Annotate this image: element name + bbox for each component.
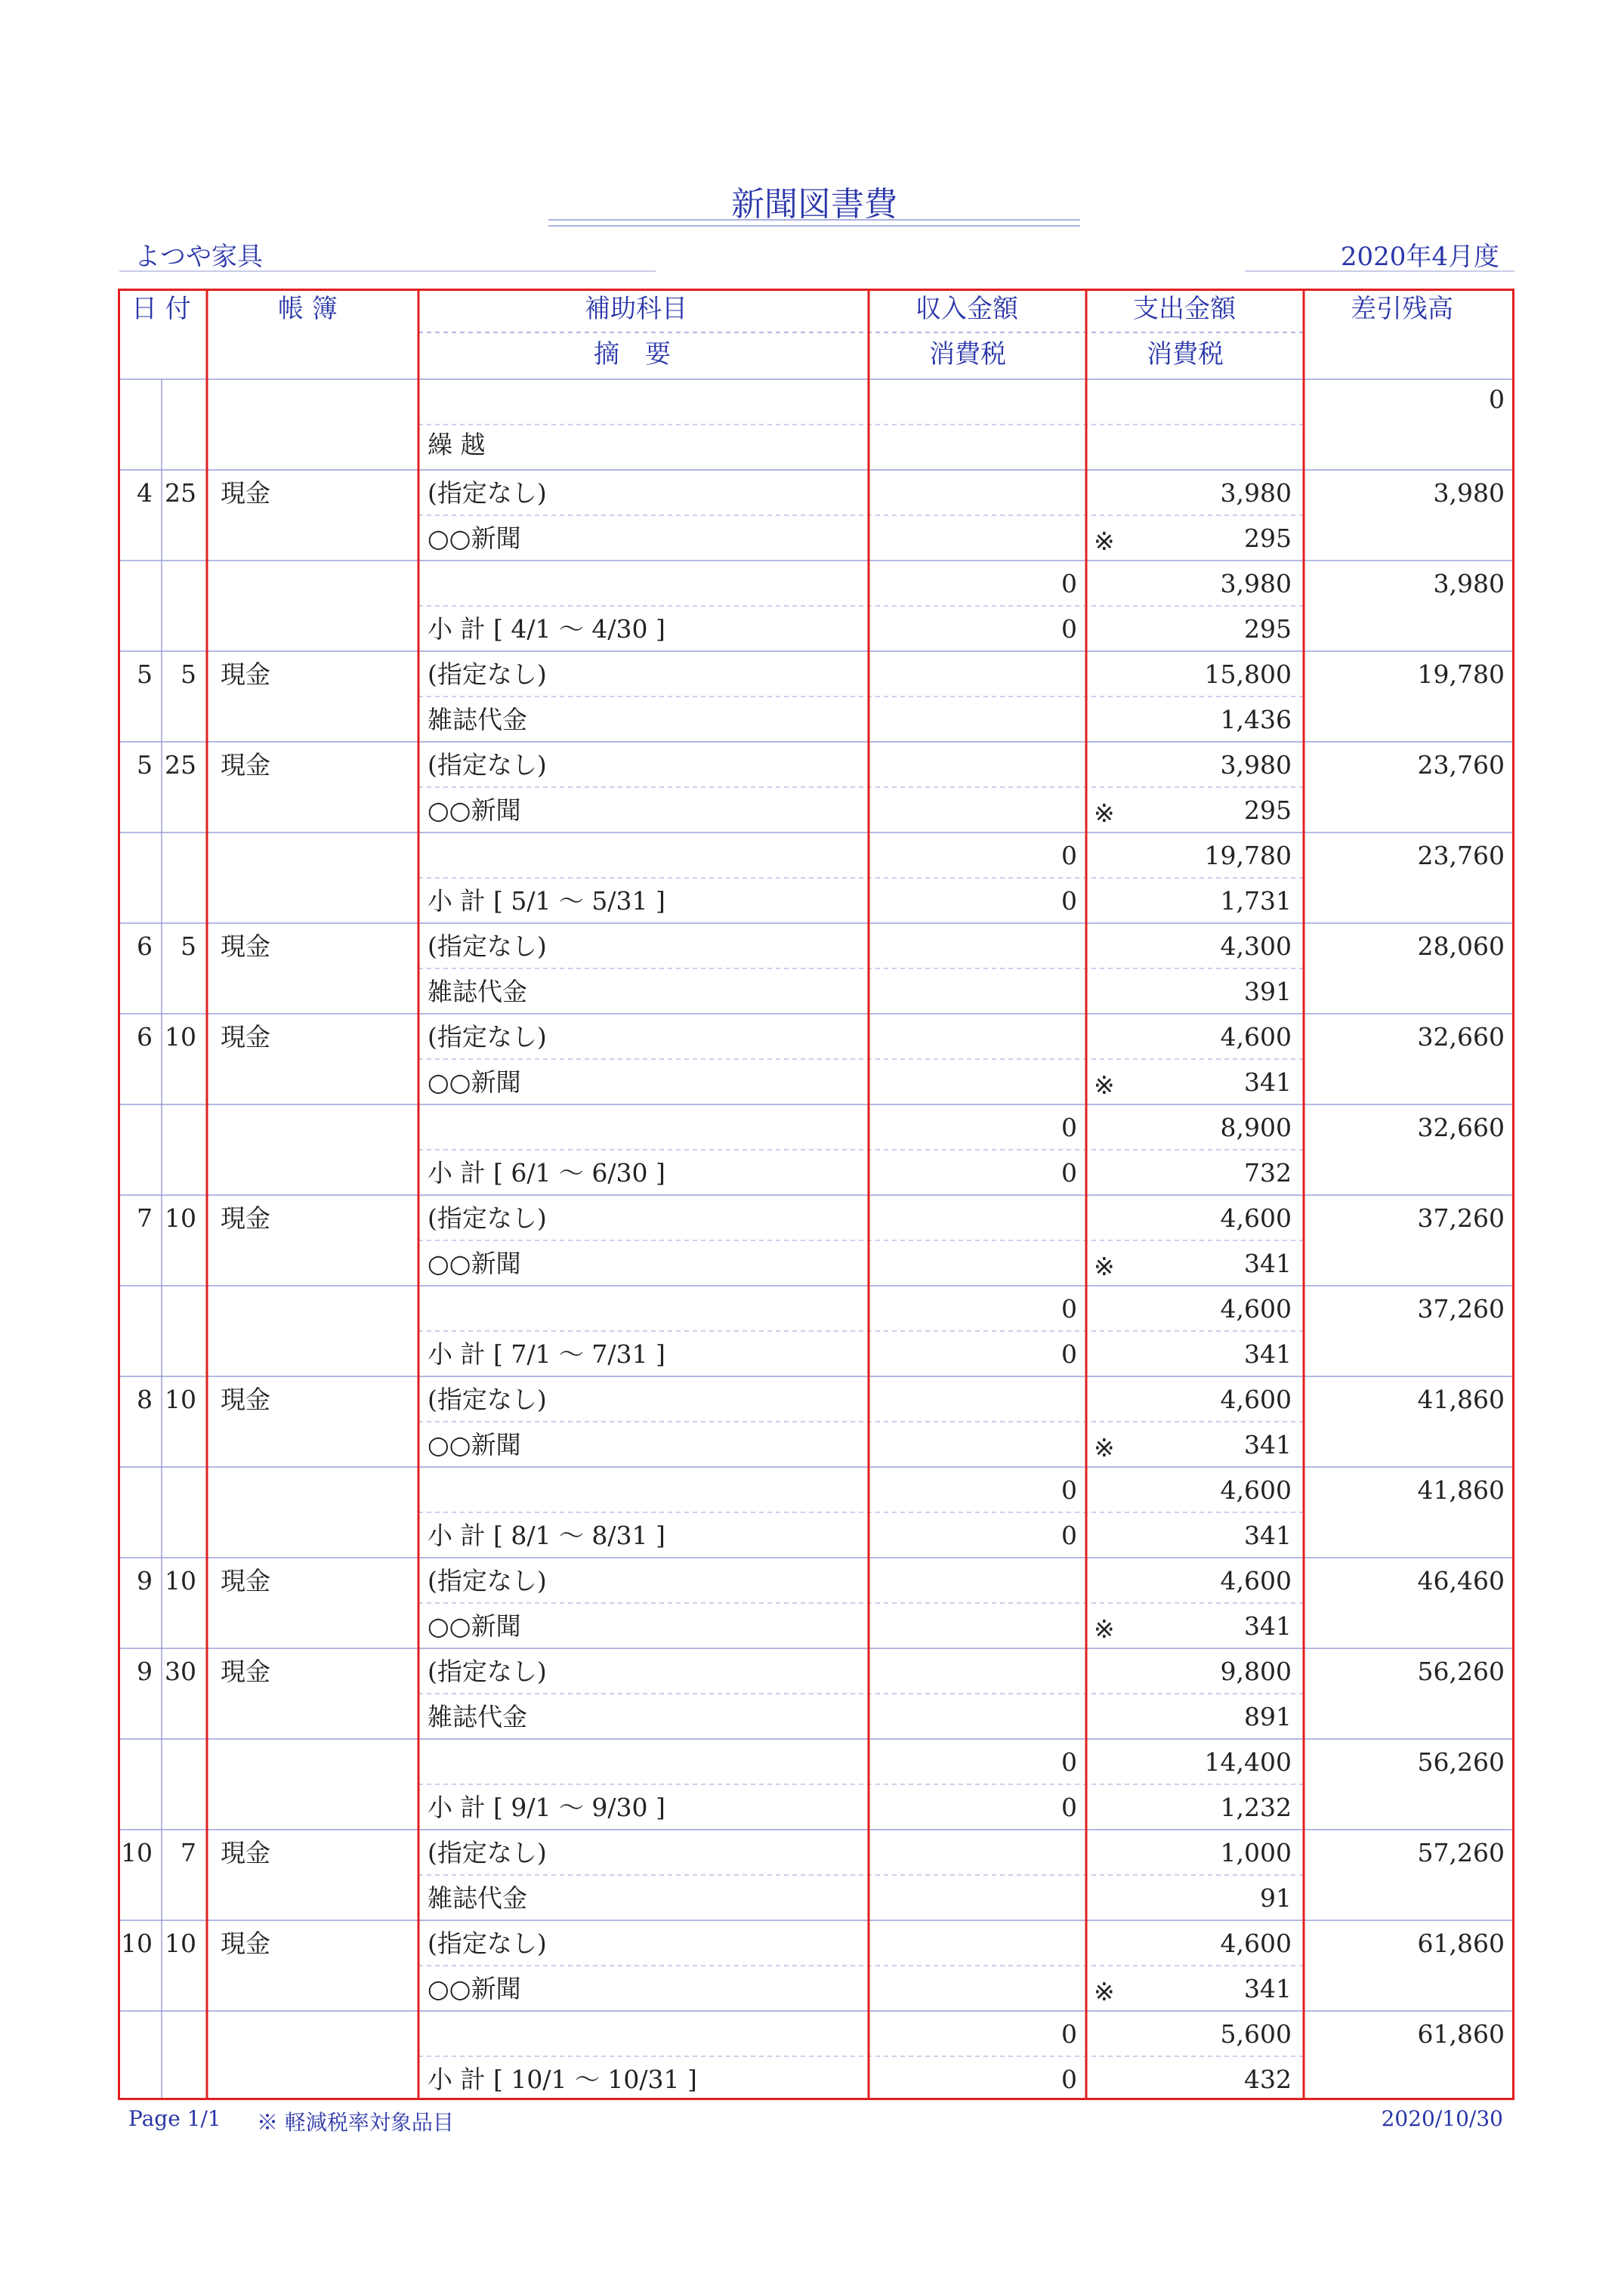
subtotal-expense: 19,780 (1204, 841, 1292, 870)
entry-expense: 4,600 (1220, 1929, 1292, 1958)
entry-month: 7 (137, 1203, 153, 1233)
subtotal-income: 0 (1061, 1475, 1077, 1505)
entry-sub-account: (指定なし) (428, 1566, 547, 1595)
entry-month: 10 (121, 1929, 153, 1958)
subtotal-tax: 432 (1244, 2065, 1292, 2094)
subtotal-tax: 341 (1244, 1521, 1292, 1550)
reduced-tax-mark: ※ (1094, 798, 1115, 828)
entry-month: 9 (137, 1657, 153, 1686)
entry-month: 9 (137, 1566, 153, 1595)
entry-tax: 391 (1244, 977, 1292, 1006)
entry-day: 10 (165, 1203, 196, 1233)
entry-month: 6 (137, 931, 153, 961)
entry-balance: 57,260 (1417, 1838, 1505, 1867)
entry-sub-account: (指定なし) (428, 478, 547, 508)
entry-sub-account: (指定なし) (428, 1385, 547, 1414)
subtotal-expense: 3,980 (1220, 569, 1292, 598)
reduced-tax-mark: ※ (1094, 1070, 1115, 1100)
subtotal-expense: 14,400 (1204, 1747, 1292, 1777)
entry-balance: 23,760 (1417, 750, 1505, 780)
entry-sub-account: (指定なし) (428, 931, 547, 961)
entry-day: 10 (165, 1385, 196, 1414)
subtotal-tax: 1,232 (1220, 1793, 1292, 1822)
subtotal-balance: 41,860 (1417, 1475, 1505, 1505)
entry-expense: 1,000 (1220, 1838, 1292, 1867)
footer-date: 2020/10/30 (1381, 2106, 1503, 2131)
entry-day: 25 (165, 750, 196, 780)
header-memo: 摘 要 (594, 339, 671, 369)
entry-memo: ○○新聞 (428, 524, 521, 553)
subtotal-income-tax: 0 (1061, 1521, 1077, 1550)
reduced-tax-mark: ※ (1094, 1977, 1115, 2006)
subtotal-income-tax: 0 (1061, 1793, 1077, 1822)
entry-month: 8 (137, 1385, 153, 1414)
entry-book: 現金 (221, 1838, 270, 1867)
entry-balance: 3,980 (1433, 478, 1505, 508)
company-name: よつや家具 (134, 242, 263, 272)
entry-sub-account: (指定なし) (428, 1022, 547, 1052)
footer-note: ※ 軽減税率対象品目 (257, 2110, 454, 2135)
reduced-tax-mark: ※ (1094, 1433, 1115, 1463)
entry-tax: 341 (1244, 1611, 1292, 1641)
entry-month: 4 (137, 478, 153, 508)
entry-expense: 9,800 (1220, 1657, 1292, 1686)
subtotal-balance: 23,760 (1417, 841, 1505, 870)
entry-book: 現金 (221, 1022, 270, 1052)
entry-tax: 341 (1244, 1249, 1292, 1278)
subtotal-label: 小 計 [ 7/1 ～ 7/31 ] (428, 1339, 665, 1369)
entry-sub-account: (指定なし) (428, 1929, 547, 1958)
title-underline-second (548, 225, 1080, 227)
entry-sub-account: (指定なし) (428, 1838, 547, 1867)
entry-tax: 295 (1244, 795, 1292, 825)
entry-month: 6 (137, 1022, 153, 1052)
entry-sub-account: (指定なし) (428, 750, 547, 780)
entry-memo: ○○新聞 (428, 1249, 521, 1278)
entry-sub-account: (指定なし) (428, 1203, 547, 1233)
entry-expense: 15,800 (1204, 659, 1292, 689)
subtotal-balance: 61,860 (1417, 2019, 1505, 2049)
entry-expense: 4,600 (1220, 1022, 1292, 1052)
subtotal-expense: 4,600 (1220, 1475, 1292, 1505)
entry-balance: 37,260 (1417, 1203, 1505, 1233)
entry-expense: 4,600 (1220, 1566, 1292, 1595)
opening-memo: 繰 越 (428, 430, 486, 459)
entry-tax: 891 (1244, 1702, 1292, 1731)
title-underline (548, 219, 1080, 221)
subtotal-balance: 32,660 (1417, 1113, 1505, 1142)
subtotal-income: 0 (1061, 569, 1077, 598)
entry-book: 現金 (221, 1385, 270, 1414)
entry-memo: ○○新聞 (428, 1067, 521, 1097)
entry-expense: 3,980 (1220, 478, 1292, 508)
subtotal-label: 小 計 [ 6/1 ～ 6/30 ] (428, 1158, 665, 1188)
entry-expense: 4,600 (1220, 1203, 1292, 1233)
entry-memo: ○○新聞 (428, 1430, 521, 1459)
entry-book: 現金 (221, 1657, 270, 1686)
entry-book: 現金 (221, 931, 270, 961)
subtotal-tax: 341 (1244, 1339, 1292, 1369)
footer-page-number: Page 1/1 (128, 2106, 221, 2131)
entry-memo: 雑誌代金 (428, 1702, 527, 1731)
header-expense: 支出金額 (1133, 294, 1236, 324)
entry-book: 現金 (221, 750, 270, 780)
subtotal-label: 小 計 [ 9/1 ～ 9/30 ] (428, 1793, 665, 1822)
entry-sub-account: (指定なし) (428, 1657, 547, 1686)
entry-month: 5 (137, 659, 153, 689)
entry-balance: 32,660 (1417, 1022, 1505, 1052)
entry-memo: 雑誌代金 (428, 705, 527, 734)
entry-book: 現金 (221, 659, 270, 689)
subtotal-label: 小 計 [ 10/1 ～ 10/31 ] (428, 2065, 697, 2094)
reduced-tax-mark: ※ (1094, 1614, 1115, 1644)
subtotal-income-tax: 0 (1061, 1158, 1077, 1188)
entry-day: 7 (181, 1838, 196, 1867)
entry-balance: 28,060 (1417, 931, 1505, 961)
header-sub-account: 補助科目 (585, 294, 687, 324)
period-label: 2020年4月度 (1340, 242, 1499, 272)
reduced-tax-mark: ※ (1094, 1252, 1115, 1281)
subtotal-expense: 8,900 (1220, 1113, 1292, 1142)
entry-day: 10 (165, 1022, 196, 1052)
header-book: 帳 簿 (278, 294, 338, 324)
ledger-table (118, 289, 1514, 2100)
subtotal-income-tax: 0 (1061, 886, 1077, 916)
subtotal-balance: 56,260 (1417, 1747, 1505, 1777)
entry-expense: 3,980 (1220, 750, 1292, 780)
entry-book: 現金 (221, 1203, 270, 1233)
header-expense-tax: 消費税 (1147, 339, 1224, 369)
subtotal-income: 0 (1061, 1113, 1077, 1142)
company-underline (119, 270, 656, 272)
subtotal-income-tax: 0 (1061, 1339, 1077, 1369)
entry-balance: 41,860 (1417, 1385, 1505, 1414)
subtotal-expense: 5,600 (1220, 2019, 1292, 2049)
subtotal-label: 小 計 [ 4/1 ～ 4/30 ] (428, 614, 665, 644)
entry-tax: 341 (1244, 1067, 1292, 1097)
header-income-tax: 消費税 (929, 339, 1006, 369)
opening-balance: 0 (1489, 385, 1505, 414)
entry-expense: 4,300 (1220, 931, 1292, 961)
subtotal-tax: 295 (1244, 614, 1292, 644)
entry-balance: 56,260 (1417, 1657, 1505, 1686)
ledger-grid (118, 289, 1514, 2100)
entry-memo: 雑誌代金 (428, 977, 527, 1006)
subtotal-income: 0 (1061, 841, 1077, 870)
entry-expense: 4,600 (1220, 1385, 1292, 1414)
entry-day: 5 (181, 659, 196, 689)
entry-tax: 295 (1244, 524, 1292, 553)
entry-day: 10 (165, 1929, 196, 1958)
entry-balance: 19,780 (1417, 659, 1505, 689)
entry-memo: ○○新聞 (428, 1974, 521, 2003)
entry-month: 5 (137, 750, 153, 780)
page-title: 新聞図書費 (731, 185, 897, 224)
subtotal-label: 小 計 [ 5/1 ～ 5/31 ] (428, 886, 665, 916)
entry-memo: 雑誌代金 (428, 1883, 527, 1913)
header-balance: 差引残高 (1351, 294, 1453, 324)
entry-book: 現金 (221, 478, 270, 508)
entry-day: 10 (165, 1566, 196, 1595)
entry-book: 現金 (221, 1566, 270, 1595)
reduced-tax-mark: ※ (1094, 527, 1115, 556)
period-underline (1245, 270, 1514, 272)
subtotal-income-tax: 0 (1061, 614, 1077, 644)
entry-tax: 341 (1244, 1974, 1292, 2003)
entry-memo: ○○新聞 (428, 795, 521, 825)
entry-day: 25 (165, 478, 196, 508)
entry-sub-account: (指定なし) (428, 659, 547, 689)
entry-month: 10 (121, 1838, 153, 1867)
subtotal-income: 0 (1061, 2019, 1077, 2049)
subtotal-balance: 37,260 (1417, 1294, 1505, 1324)
entry-tax: 1,436 (1220, 705, 1292, 734)
entry-tax: 341 (1244, 1430, 1292, 1459)
header-date: 日 付 (131, 294, 191, 324)
subtotal-income: 0 (1061, 1747, 1077, 1777)
entry-balance: 46,460 (1417, 1566, 1505, 1595)
subtotal-tax: 732 (1244, 1158, 1292, 1188)
entry-tax: 91 (1260, 1883, 1292, 1913)
entry-day: 5 (181, 931, 196, 961)
subtotal-balance: 3,980 (1433, 569, 1505, 598)
entry-balance: 61,860 (1417, 1929, 1505, 1958)
header-income: 収入金額 (915, 294, 1018, 324)
subtotal-label: 小 計 [ 8/1 ～ 8/31 ] (428, 1521, 665, 1550)
subtotal-income-tax: 0 (1061, 2065, 1077, 2094)
entry-day: 30 (165, 1657, 196, 1686)
subtotal-income: 0 (1061, 1294, 1077, 1324)
subtotal-tax: 1,731 (1220, 886, 1292, 916)
subtotal-expense: 4,600 (1220, 1294, 1292, 1324)
entry-book: 現金 (221, 1929, 270, 1958)
entry-memo: ○○新聞 (428, 1611, 521, 1641)
